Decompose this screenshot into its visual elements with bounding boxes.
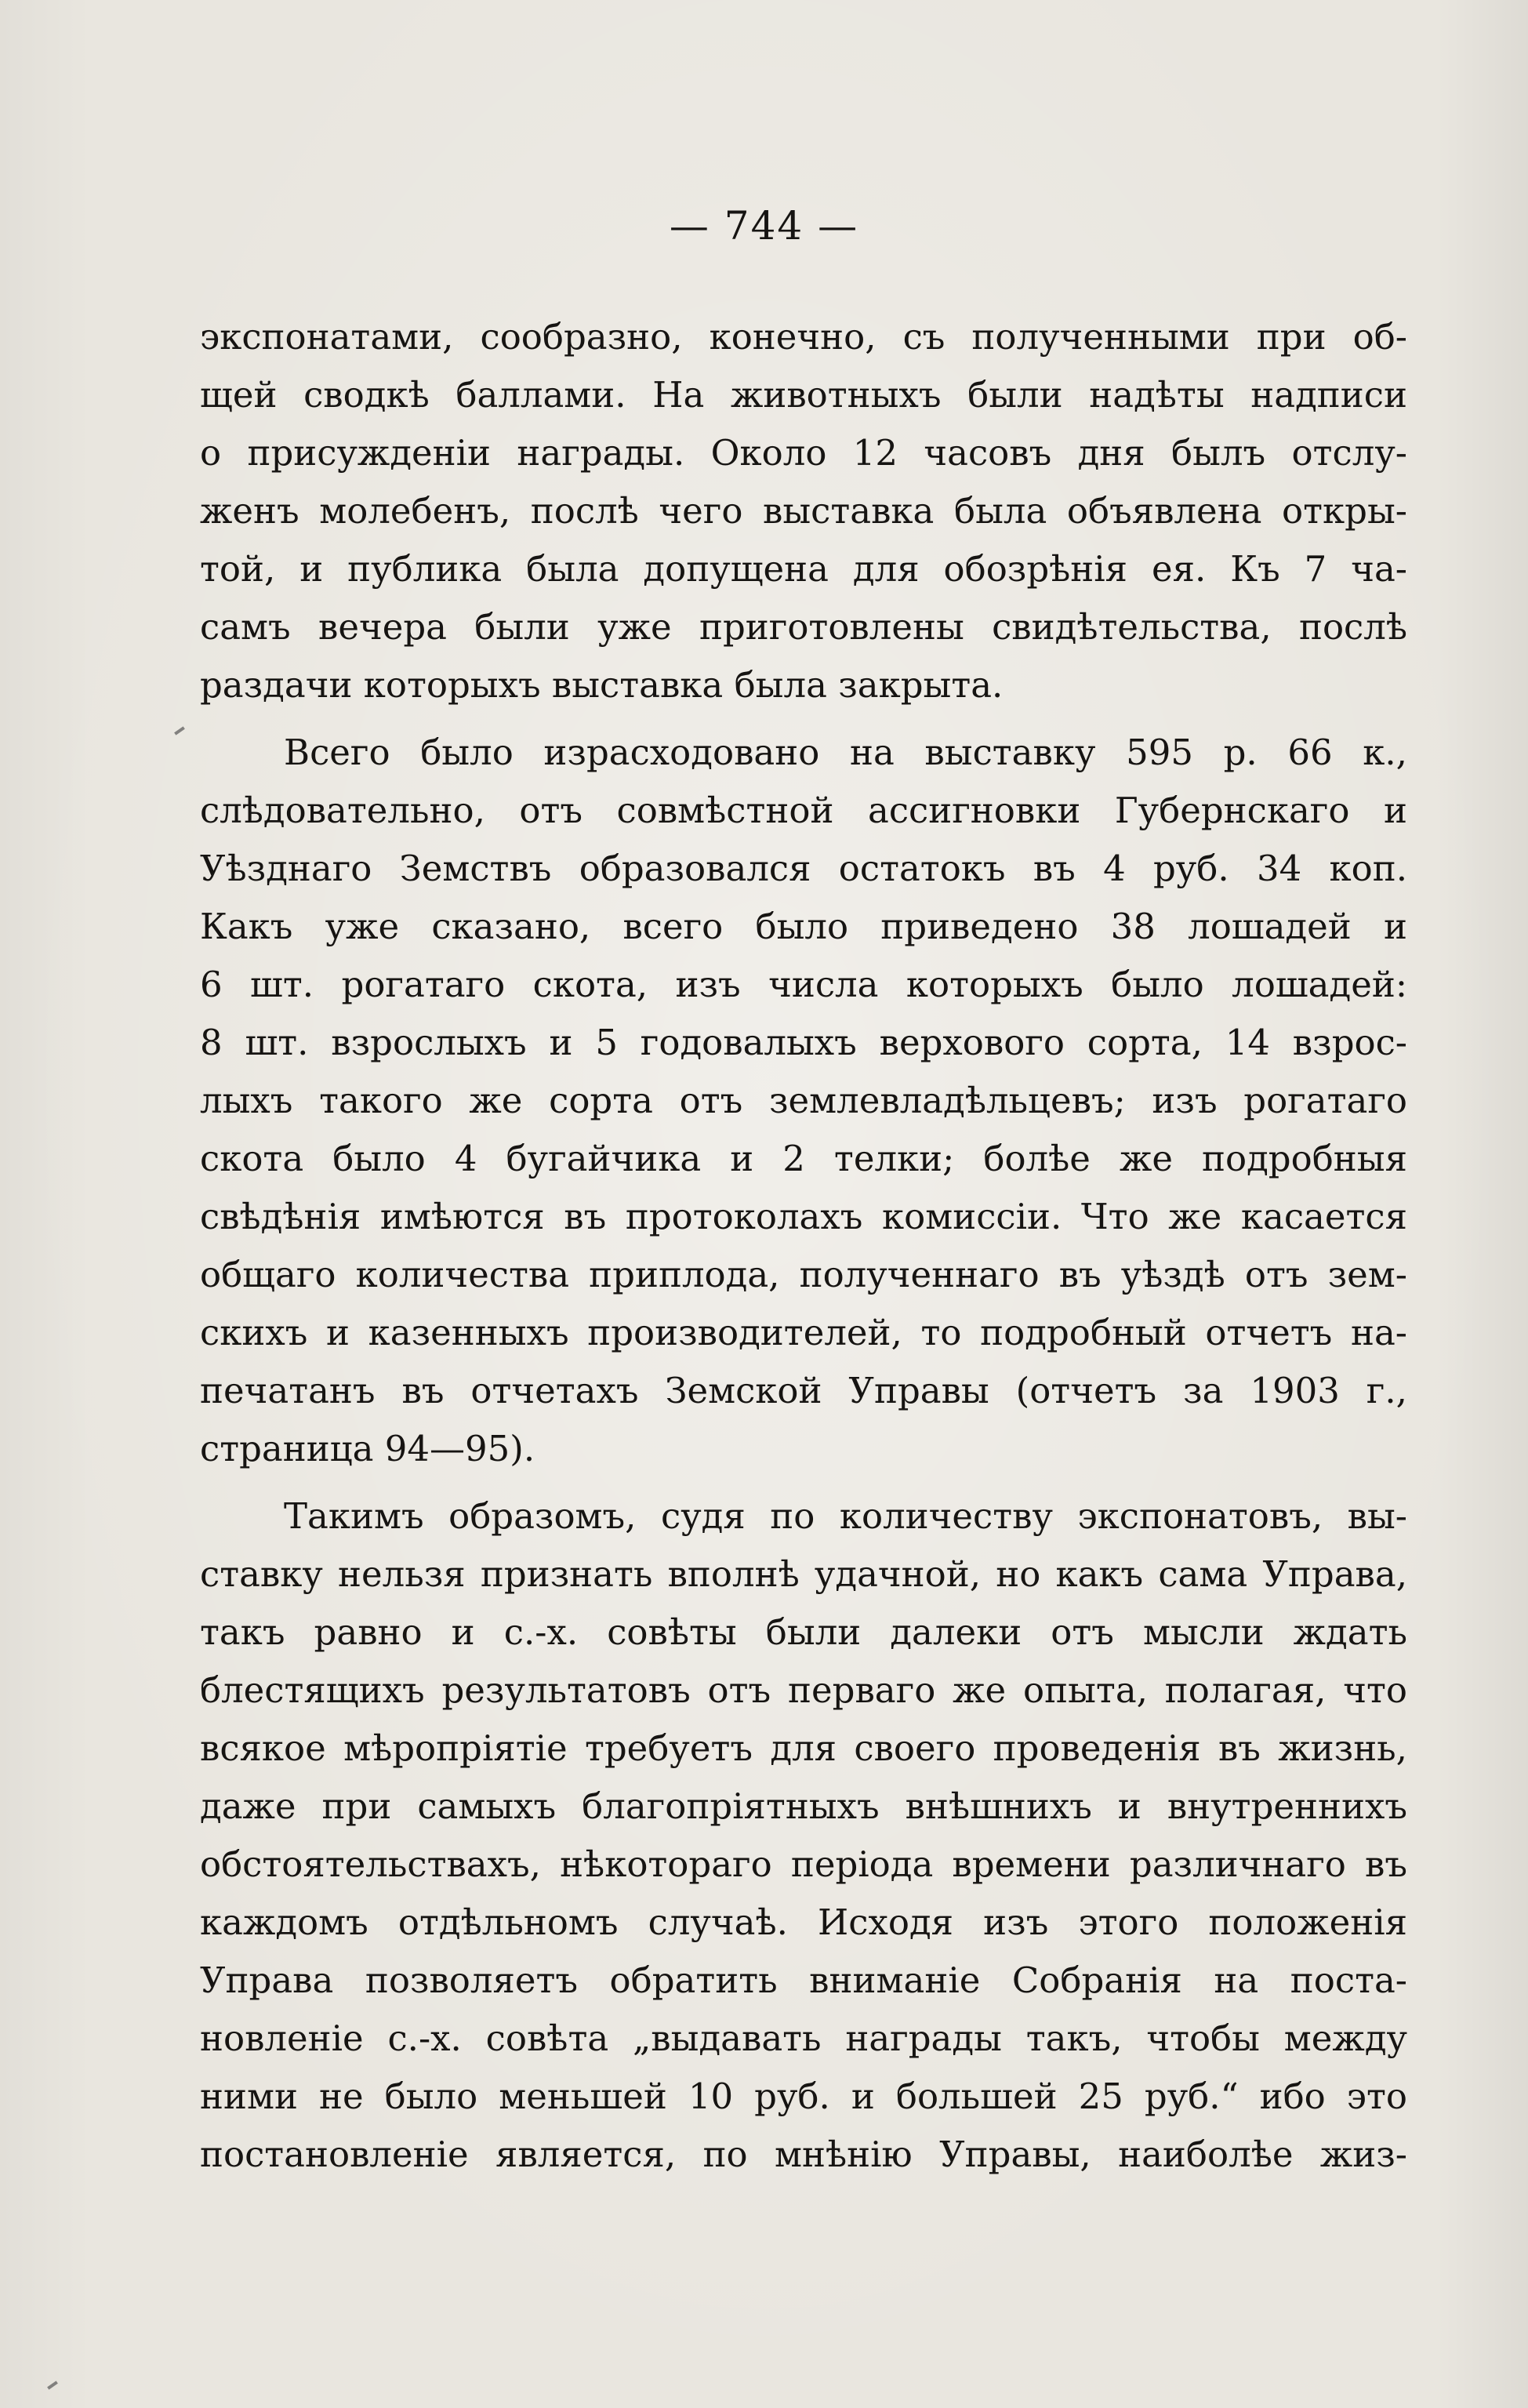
text-line: лыхъ такого же сорта отъ землевладѣльцевъ; изъ рогатаго <box>200 1080 1407 1121</box>
text-line: блестящихъ результатовъ отъ перваго же опыта, полагая, что <box>200 1669 1407 1711</box>
text-line: даже при самыхъ благопріятныхъ внѣшнихъ и внутреннихъ <box>200 1785 1407 1827</box>
text-line: каждомъ отдѣльномъ случаѣ. Исходя изъ этого положенія <box>200 1901 1407 1943</box>
text-line: общаго количества приплода, полученнаго въ уѣздѣ отъ зем- <box>200 1254 1407 1295</box>
text-line: той, и публика была допущена для обозрѣнія ея. Къ 7 ча- <box>200 548 1407 590</box>
text-line: всякое мѣропріятіе требуетъ для своего проведенія въ жизнь, <box>200 1727 1407 1769</box>
text-line: слѣдовательно, отъ совмѣстной ассигновки Губернскаго и <box>200 790 1407 831</box>
text-line: Какъ уже сказано, всего было приведено 38 лошадей и <box>200 906 1407 947</box>
text-line: экспонатами, сообразно, конечно, съ полученными при об- <box>200 316 1407 358</box>
text-line: раздачи которыхъ выставка была закрыта. <box>200 664 1004 706</box>
text-line: Такимъ образомъ, судя по количеству экспонатовъ, вы- <box>284 1495 1407 1537</box>
ink-speck <box>174 726 185 735</box>
text-line: скихъ и казенныхъ производителей, то подробный отчетъ на- <box>200 1312 1407 1353</box>
text-line: 8 шт. взрослыхъ и 5 годовалыхъ верхового сорта, 14 взрос- <box>200 1022 1407 1063</box>
text-line: скота было 4 бугайчика и 2 телки; болѣе же подробныя <box>200 1138 1407 1179</box>
page-number: — 744 — <box>669 203 859 249</box>
text-line: самъ вечера были уже приготовлены свидѣтельства, послѣ <box>200 606 1407 648</box>
text-line: такъ равно и с.-х. совѣты были далеки отъ мысли ждать <box>200 1611 1407 1653</box>
text-line: печатанъ въ отчетахъ Земской Управы (отчетъ за 1903 г., <box>200 1370 1407 1411</box>
text-line: новленіе с.-х. совѣта „выдавать награды такъ, чтобы между <box>200 2018 1407 2059</box>
text-line: постановленіе является, по мнѣнію Управы, наиболѣе жиз- <box>200 2134 1407 2175</box>
text-line: Управа позволяетъ обратить вниманіе Собранія на поста- <box>200 1959 1407 2001</box>
text-line: свѣдѣнія имѣются въ протоколахъ комиссіи. Что же касается <box>200 1196 1407 1237</box>
text-line: щей сводкѣ баллами. На животныхъ были надѣты надписи <box>200 374 1407 416</box>
text-line: Всего было израсходовано на выставку 595 р. 66 к., <box>284 732 1407 773</box>
ink-speck <box>47 2381 58 2389</box>
text-line: 6 шт. рогатаго скота, изъ числа которыхъ было лошадей: <box>200 964 1407 1005</box>
text-line: о присужденіи награды. Около 12 часовъ дня былъ отслу- <box>200 432 1407 474</box>
text-line: женъ молебенъ, послѣ чего выставка была объявлена откры- <box>200 490 1407 532</box>
text-line: ними не было меньшей 10 руб. и большей 25 руб.“ ибо это <box>200 2076 1407 2117</box>
text-line: ставку нельзя признать вполнѣ удачной, но какъ сама Управа, <box>200 1553 1407 1595</box>
text-line: Уѣзднаго Земствъ образовался остатокъ въ 4 руб. 34 коп. <box>200 848 1407 889</box>
text-line: обстоятельствахъ, нѣкотораго періода времени различнаго въ <box>200 1843 1407 1885</box>
text-line: страница 94—95). <box>200 1428 535 1469</box>
